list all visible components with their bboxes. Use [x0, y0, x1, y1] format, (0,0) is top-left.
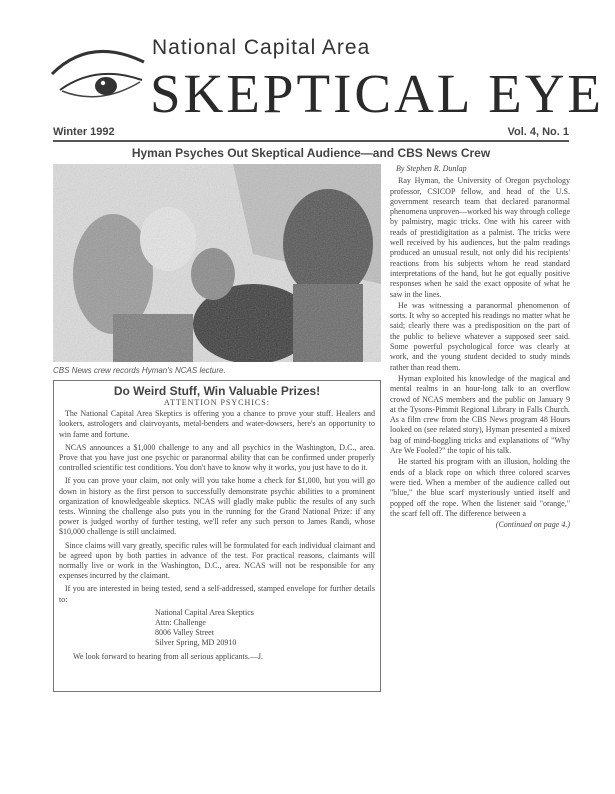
challenge-paragraph: If you are interested in being tested, send a self-addressed, stamped envelope for further details to: — [59, 584, 375, 604]
lead-article — [390, 164, 570, 530]
lead-photo — [53, 164, 381, 362]
challenge-box — [53, 380, 381, 692]
challenge-subtitle: ATTENTION PSYCHICS: — [164, 398, 270, 407]
article-paragraph: He was witnessing a paranormal phenomenon of sorts. It why so accepted his readings no matter what he said; clearly there was a predisposition on the part of the public to believe whatever a supposed seer said. Some powerful psychological force was clearly at work, and the young student decided to study minds rather than read them. — [390, 300, 570, 372]
eye-icon — [48, 40, 148, 110]
publication-subtitle: National Capital Area — [152, 36, 371, 59]
challenge-closing: We look forward to hearing from all serious applicants.—J. — [73, 651, 263, 661]
challenge-paragraph: The National Capital Area Skeptics is offering you a chance to prove your stuff. Healers and lookers, astrologers and clairvoyants, metal-benders and water-dowsers, here's an opportunity to win fame and fortune. — [59, 409, 375, 439]
publication-title: SKEPTICAL EYE — [150, 63, 605, 124]
address-line: 8006 Valley Street — [155, 627, 214, 637]
article-paragraph: He started his program with an illusion, holding the ends of a black rope on which three colored scarves were tied. When a member of the audience called out "blue," the blue scarf mysteriously untied itself and popped off the rope. When the listener said "orange," the scarf fell off. The difference between a — [390, 457, 570, 518]
challenge-paragraph: NCAS announces a $1,000 challenge to any and all psychics in the Washington, D.C., area. Prove that you have just one psychic or paranormal ability that can be confirmed under properly controlled scientific test conditions. You don't have to know why it works, you just have to do it. — [59, 442, 375, 473]
address-line: Attn: Challenge — [155, 617, 206, 627]
article-paragraph: Hyman exploited his knowledge of the magical and mental realms in an hour-long talk to an overflow crowd of NCAS members and the public on January 9 at the Tysons-Pimmit Regional Library in Falls Church. As a film crew from the CBS News program 48 Hours looked on (see related story), Hyman presented a mixed bag of mind-boggling tricks and explanations of "Why Are We Fooled?" the topic of his talk. — [390, 373, 570, 456]
issue-date: Winter 1992 — [53, 126, 115, 138]
article-paragraph: Ray Hyman, the University of Oregon psychology professor, CSICOP fellow, and head of the U.S. government research team that declared paranormal phenomena unproven—worked his way through college by palmistry, magic tricks. One with his career with reads of prestidigitation as a palmist. The tricks were well received by his audiences, but the palm readings produced an unusual result, not only did his recipients' reactions from his subjects whom he read standard interpretations of the hand, but he got equally positive responses when he said the exact opposite of what he saw in the lines. — [390, 176, 570, 299]
masthead-rule — [53, 140, 569, 142]
challenge-paragraph: If you can prove your claim, not only will you take home a check for $1,000, but you will go down in history as the first person to successfully demonstrate psychic abilities to a prominent organization of knowledgeable skeptics. NCAS will gladly make public the results of any such tests. Winning the challenge also puts you in the running for the Grand National Prize: if any power is judged worthy of further testing, we'll refer any such person to James Randi, whose $10,000 challenge is still unclaimed. — [59, 476, 375, 537]
address-line: National Capital Area Skeptics — [155, 607, 254, 617]
address-line: Silver Spring, MD 20910 — [155, 637, 237, 647]
challenge-title: Do Weird Stuff, Win Valuable Prizes! — [113, 384, 321, 398]
issue-line — [53, 126, 569, 140]
photo-caption: CBS News crew records Hyman's NCAS lecture. — [53, 366, 226, 375]
challenge-address — [155, 608, 375, 648]
lead-headline: Hyman Psyches Out Skeptical Audience—and CBS News Crew — [131, 146, 491, 160]
byline: By Stephen R. Dunlap — [396, 164, 467, 173]
challenge-paragraph: Since claims will vary greatly, specific rules will be formulated for each individual claimant and be agreed upon by both parties in advance of the test. For practical reasons, claimants will normally live or work in the Washington, D.C., area. NCAS will not be responsible for any expenses incurred by the claimant. — [59, 540, 375, 581]
continued-note: (Continued on page 4.) — [495, 520, 570, 530]
issue-volume: Vol. 4, No. 1 — [507, 126, 569, 138]
